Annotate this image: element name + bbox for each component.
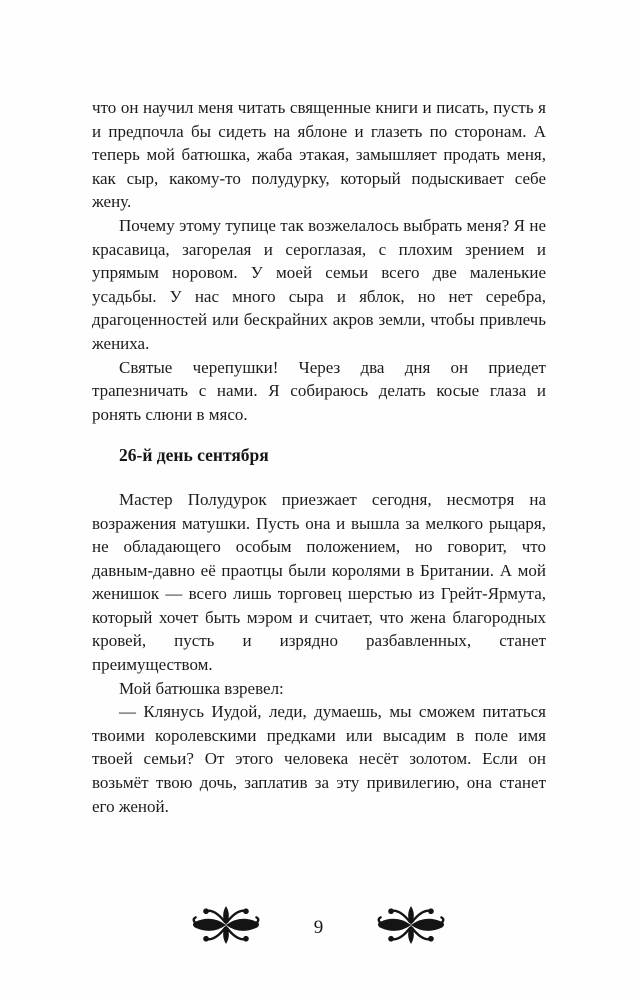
paragraph: Святые черепушки! Через два дня он приедет трапезничать с нами. Я собираюсь делать косые глаза и ронять слюни в мясо. xyxy=(92,357,546,424)
fleuron-right-icon xyxy=(373,901,449,949)
heading: 26-й день сентября xyxy=(119,445,269,466)
paragraph: что он научил меня читать священные книги и писать, пусть я и предпочла бы сидеть на яблоне и глазеть по сторонам. А теперь мой батюшка, жаба этакая, замышляет продать меня, как сыр, какому-то полудурку, который подыскивает себе жену. xyxy=(92,98,546,212)
page-number: 9 xyxy=(313,916,324,938)
paragraph: Почему этому тупице так возжелалось выбрать меня? Я не красавица, загорелая и сероглазая, с плохим зрением и упрямым норовом. У моей семьи всего две маленькие усадьбы. У нас много сыра и яблок, но нет серебра, драгоценностей или бескрайних акров земли, чтобы привлечь жениха. xyxy=(92,215,546,353)
paragraph: Мастер Полудурок приезжает сегодня, несмотря на возражения матушки. Пусть она и вышла за мелкого рыцаря, не обладающего особым положением, но говорит, что давным-давно её праотцы были королями в Британии. А мой женишок — всего лишь торговец шерстью из Грейт-Ярмута, который хочет быть мэром и считает, что жена благородных кровей, пусть и изрядно разбавленных, станет преимуществом. xyxy=(92,489,546,675)
paragraph: Мой батюшка взревел: xyxy=(119,678,284,698)
page-text xyxy=(92,96,546,818)
page-footer xyxy=(0,898,637,952)
fleuron-left-icon xyxy=(188,901,264,949)
paragraph: — Клянусь Иудой, леди, думаешь, мы сможем питаться твоими королевскими предками или высадим в поле имя твоей семьи? От этого человека несёт золотом. Если он возьмёт твою дочь, заплатив за эту привилегию, она станет его женой. xyxy=(92,702,546,816)
